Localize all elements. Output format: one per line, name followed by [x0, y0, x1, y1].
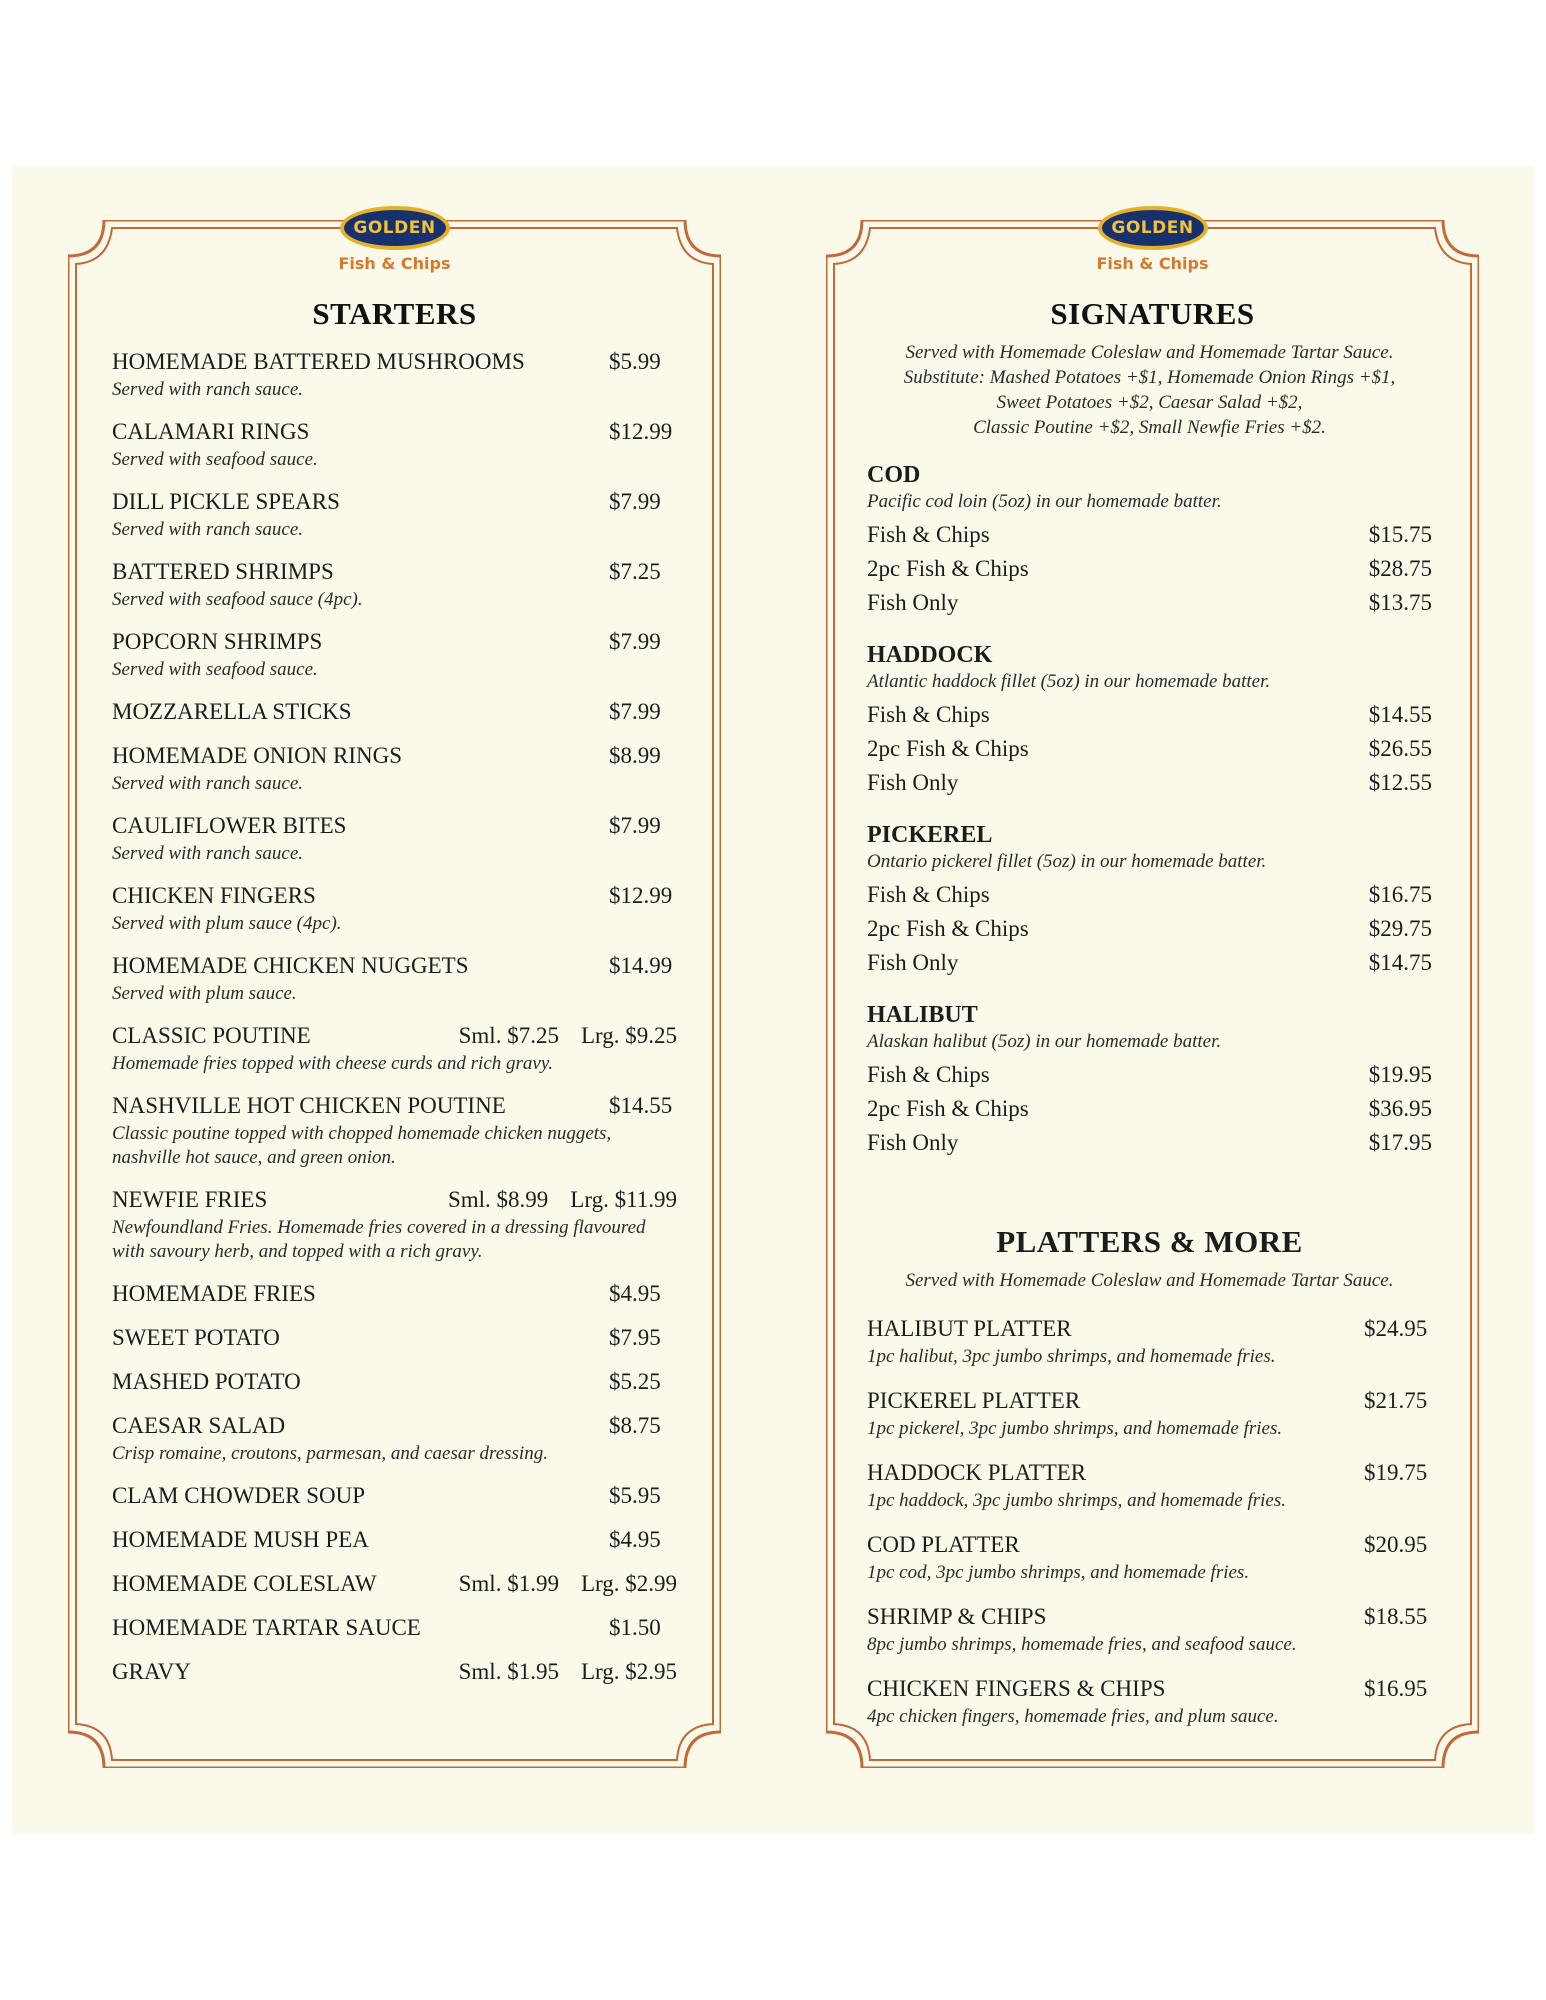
- starters-list: [112, 348, 677, 1702]
- menu-item: [112, 488, 677, 542]
- menu-item-small-price: Sml. $1.95: [458, 1659, 559, 1684]
- menu-item-name: POPCORN SHRIMPS: [112, 629, 323, 654]
- menu-item-name: HOMEMADE ONION RINGS: [112, 743, 403, 768]
- fish-option-row: [867, 586, 1432, 620]
- menu-item: [112, 882, 677, 936]
- section-title-starters: STARTERS: [312, 296, 477, 331]
- menu-item: [112, 1658, 677, 1686]
- menu-item: [112, 1324, 677, 1352]
- fish-section: [867, 460, 1432, 620]
- menu-item-description: Served with seafood sauce (4pc).: [112, 589, 363, 610]
- fish-option-label: Fish Only: [867, 770, 959, 795]
- fish-description: Alaskan halibut (5oz) in our homemade batter.: [867, 1031, 1222, 1052]
- menu-item-price: $5.25: [609, 1369, 661, 1394]
- menu-item-row: [112, 1526, 677, 1554]
- signatures-content: [867, 340, 1432, 1747]
- menu-item-price: $7.99: [609, 813, 661, 838]
- menu-item-row: [112, 952, 677, 980]
- fish-option-price: $16.75: [1368, 882, 1432, 907]
- menu-item-name: HOMEMADE COLESLAW: [112, 1571, 377, 1596]
- platter-name: PICKEREL PLATTER: [867, 1388, 1081, 1413]
- platter-price: $19.75: [1364, 1460, 1428, 1485]
- fish-option-label: Fish & Chips: [867, 1062, 990, 1087]
- menu-item-price: $4.95: [609, 1527, 661, 1552]
- menu-item: [112, 742, 677, 796]
- logo-oval: GOLDEN: [1098, 206, 1208, 250]
- platter-item: [867, 1675, 1432, 1729]
- menu-item-name: HOMEMADE BATTERED MUSHROOMS: [112, 349, 525, 374]
- platter-description: 1pc halibut, 3pc jumbo shrimps, and homemade fries.: [867, 1346, 1276, 1367]
- platter-price: $21.75: [1364, 1388, 1428, 1413]
- starters-panel: [68, 220, 721, 1768]
- fish-option-price: $26.55: [1368, 736, 1432, 761]
- menu-item-price: $12.99: [609, 419, 673, 444]
- menu-item-name: CLASSIC POUTINE: [112, 1023, 311, 1048]
- menu-item-row: [112, 1022, 677, 1050]
- menu-item-description: Served with seafood sauce.: [112, 449, 318, 470]
- menu-item: [112, 1412, 677, 1466]
- menu-item-price: $1.50: [609, 1615, 661, 1640]
- menu-item-price: $8.75: [609, 1413, 661, 1438]
- menu-item-row: [112, 558, 677, 586]
- menu-item-description: Classic poutine topped with chopped homemade chicken nuggets, nashville hot sauce, and green onion.: [112, 1123, 612, 1168]
- platters-list: [867, 1315, 1432, 1729]
- platter-name: HALIBUT PLATTER: [867, 1316, 1072, 1341]
- intro-line: Classic Poutine +$2, Small Newfie Fries +$2.: [973, 417, 1326, 438]
- menu-item-row: [112, 1412, 677, 1440]
- fish-name: COD: [867, 462, 921, 488]
- platter-item: [867, 1315, 1432, 1369]
- menu-item-name: NASHVILLE HOT CHICKEN POUTINE: [112, 1093, 506, 1118]
- menu-sheet: [12, 166, 1534, 1834]
- platter-description: 1pc haddock, 3pc jumbo shrimps, and homemade fries.: [867, 1490, 1287, 1511]
- menu-item-small-price: Sml. $1.99: [458, 1571, 559, 1596]
- menu-item-name: HOMEMADE TARTAR SAUCE: [112, 1615, 421, 1640]
- menu-item-description: Homemade fries topped with cheese curds and rich gravy.: [112, 1053, 553, 1074]
- platter-price: $24.95: [1364, 1316, 1428, 1341]
- platter-description: 1pc pickerel, 3pc jumbo shrimps, and homemade fries.: [867, 1418, 1283, 1439]
- fish-name: HADDOCK: [867, 642, 993, 668]
- menu-item-name: BATTERED SHRIMPS: [112, 559, 334, 584]
- menu-item: [112, 628, 677, 682]
- menu-item-description: Served with plum sauce (4pc).: [112, 913, 342, 934]
- menu-item: [112, 348, 677, 402]
- menu-item-price: $7.99: [609, 489, 661, 514]
- menu-item-large-price: Lrg. $9.25: [580, 1023, 677, 1048]
- menu-item-name: CHICKEN FINGERS: [112, 883, 316, 908]
- menu-item-description: Served with ranch sauce.: [112, 379, 304, 400]
- platter-name: COD PLATTER: [867, 1532, 1020, 1557]
- fish-option-label: 2pc Fish & Chips: [867, 1096, 1029, 1121]
- fish-option-row: [867, 732, 1432, 766]
- fish-option-label: Fish & Chips: [867, 702, 990, 727]
- fish-option-label: Fish Only: [867, 590, 959, 615]
- fish-option-price: $13.75: [1368, 590, 1432, 615]
- fish-option-row: [867, 1092, 1432, 1126]
- brand-logo: [1078, 206, 1228, 273]
- fish-option-row: [867, 552, 1432, 586]
- fish-option-label: Fish & Chips: [867, 882, 990, 907]
- menu-item-row: [112, 628, 677, 656]
- menu-item: [112, 1368, 677, 1396]
- menu-item-price: $7.25: [609, 559, 661, 584]
- platter-row: [867, 1603, 1432, 1631]
- platter-row: [867, 1675, 1432, 1703]
- platter-item: [867, 1387, 1432, 1441]
- menu-item-name: HOMEMADE MUSH PEA: [112, 1527, 369, 1552]
- fish-option-row: [867, 518, 1432, 552]
- menu-item: [112, 1526, 677, 1554]
- menu-item: [112, 558, 677, 612]
- menu-item-price: $4.95: [609, 1281, 661, 1306]
- menu-item-row: [112, 742, 677, 770]
- platter-name: CHICKEN FINGERS & CHIPS: [867, 1676, 1166, 1701]
- menu-item-description: Crisp romaine, croutons, parmesan, and caesar dressing.: [112, 1443, 548, 1464]
- menu-item-small-price: Sml. $8.99: [447, 1187, 549, 1212]
- fish-description: Atlantic haddock fillet (5oz) in our homemade batter.: [867, 671, 1271, 692]
- menu-item-row: [112, 812, 677, 840]
- fish-option-price: $15.75: [1368, 522, 1432, 547]
- menu-item-description: Served with seafood sauce.: [112, 659, 318, 680]
- menu-item-name: CLAM CHOWDER SOUP: [112, 1483, 366, 1508]
- menu-item-name: MOZZARELLA STICKS: [112, 699, 352, 724]
- platter-row: [867, 1387, 1432, 1415]
- fish-option-price: $12.55: [1368, 770, 1432, 795]
- menu-item: [112, 1482, 677, 1510]
- menu-item-price: $5.95: [609, 1483, 661, 1508]
- platter-description: 1pc cod, 3pc jumbo shrimps, and homemade fries.: [867, 1562, 1250, 1583]
- menu-item: [112, 1022, 677, 1076]
- fish-option-price: $36.95: [1368, 1096, 1432, 1121]
- menu-item-name: CAULIFLOWER BITES: [112, 813, 347, 838]
- fish-option-row: [867, 912, 1432, 946]
- menu-item-description: Served with ranch sauce.: [112, 519, 304, 540]
- menu-item-description: Served with ranch sauce.: [112, 773, 304, 794]
- fish-option-price: $19.95: [1368, 1062, 1432, 1087]
- menu-item-name: CALAMARI RINGS: [112, 419, 310, 444]
- platter-description: 8pc jumbo shrimps, homemade fries, and seafood sauce.: [867, 1634, 1297, 1655]
- menu-item-name: MASHED POTATO: [112, 1369, 301, 1394]
- menu-item: [112, 952, 677, 1006]
- fish-option-price: $29.75: [1368, 916, 1432, 941]
- menu-item-name: SWEET POTATO: [112, 1325, 280, 1350]
- fish-section: [867, 1000, 1432, 1160]
- menu-item-name: HOMEMADE FRIES: [112, 1281, 316, 1306]
- fish-name: PICKEREL: [867, 822, 993, 848]
- fish-description: Pacific cod loin (5oz) in our homemade batter.: [867, 491, 1222, 512]
- menu-item-row: [112, 1658, 677, 1686]
- menu-item-row: [112, 418, 677, 446]
- menu-item-row: [112, 1482, 677, 1510]
- fish-option-label: 2pc Fish & Chips: [867, 556, 1029, 581]
- menu-item: [112, 1186, 677, 1264]
- platter-item: [867, 1459, 1432, 1513]
- menu-item-price: $8.99: [609, 743, 661, 768]
- menu-item: [112, 812, 677, 866]
- menu-item-row: [112, 1186, 677, 1214]
- menu-item-row: [112, 488, 677, 516]
- fish-option-row: [867, 946, 1432, 980]
- menu-item-row: [112, 1570, 677, 1598]
- menu-item-description: Served with ranch sauce.: [112, 843, 304, 864]
- section-title-signatures: SIGNATURES: [1050, 296, 1255, 331]
- signatures-intro: [867, 340, 1432, 440]
- platter-price: $16.95: [1364, 1676, 1428, 1701]
- menu-item-large-price: Lrg. $2.99: [580, 1571, 677, 1596]
- fish-option-label: Fish Only: [867, 950, 959, 975]
- fish-option-price: $14.75: [1368, 950, 1432, 975]
- fish-option-label: Fish & Chips: [867, 522, 990, 547]
- intro-line: Sweet Potatoes +$2, Caesar Salad +$2,: [996, 392, 1303, 413]
- menu-item: [112, 698, 677, 726]
- section-title-platters: PLATTERS & MORE: [996, 1224, 1303, 1259]
- menu-item-price: $14.55: [609, 1093, 673, 1118]
- platter-row: [867, 1531, 1432, 1559]
- intro-line: Served with Homemade Coleslaw and Homemade Tartar Sauce.: [905, 342, 1394, 363]
- fish-option-label: 2pc Fish & Chips: [867, 916, 1029, 941]
- menu-item-price: $12.99: [609, 883, 673, 908]
- logo-subtitle: Fish & Chips: [338, 254, 451, 273]
- menu-item-row: [112, 1280, 677, 1308]
- fish-option-price: $17.95: [1368, 1130, 1432, 1155]
- menu-item-large-price: Lrg. $11.99: [570, 1187, 677, 1212]
- platter-row: [867, 1459, 1432, 1487]
- menu-item: [112, 1280, 677, 1308]
- fish-description: Ontario pickerel fillet (5oz) in our homemade batter.: [867, 851, 1267, 872]
- fish-option-label: Fish Only: [867, 1130, 959, 1155]
- menu-item-row: [112, 698, 677, 726]
- platter-item: [867, 1603, 1432, 1657]
- fish-section: [867, 640, 1432, 800]
- platters-intro: Served with Homemade Coleslaw and Homemade Tartar Sauce.: [905, 1270, 1394, 1291]
- menu-item-small-price: Sml. $7.25: [458, 1023, 559, 1048]
- menu-item: [112, 1570, 677, 1598]
- menu-item-name: CAESAR SALAD: [112, 1413, 286, 1438]
- platter-item: [867, 1531, 1432, 1585]
- menu-item-price: $7.99: [609, 629, 661, 654]
- fish-option-price: $28.75: [1368, 556, 1432, 581]
- menu-item: [112, 1614, 677, 1642]
- menu-item-price: $5.99: [609, 349, 661, 374]
- menu-item-description: Newfoundland Fries. Homemade fries covered in a dressing flavoured with savoury herb, and topped with a rich gravy.: [112, 1217, 646, 1262]
- brand-logo: [320, 206, 470, 273]
- signatures-panel: [826, 220, 1479, 1768]
- fish-option-row: [867, 698, 1432, 732]
- menu-item-name: HOMEMADE CHICKEN NUGGETS: [112, 953, 469, 978]
- menu-item-price: $14.99: [609, 953, 673, 978]
- fish-option-row: [867, 878, 1432, 912]
- platter-name: SHRIMP & CHIPS: [867, 1604, 1047, 1629]
- menu-item: [112, 1092, 677, 1170]
- fish-name: HALIBUT: [867, 1002, 978, 1028]
- platter-row: [867, 1315, 1432, 1343]
- platter-description: 4pc chicken fingers, homemade fries, and plum sauce.: [867, 1706, 1279, 1727]
- menu-item-row: [112, 882, 677, 910]
- menu-item-row: [112, 1614, 677, 1642]
- menu-item-row: [112, 1092, 677, 1120]
- logo-subtitle: Fish & Chips: [1096, 254, 1209, 273]
- platter-price: $20.95: [1364, 1532, 1428, 1557]
- menu-item: [112, 418, 677, 472]
- intro-line: Substitute: Mashed Potatoes +$1, Homemade Onion Rings +$1,: [903, 367, 1396, 388]
- logo-oval: GOLDEN: [340, 206, 450, 250]
- menu-item-name: GRAVY: [112, 1659, 191, 1684]
- fish-option-row: [867, 1126, 1432, 1160]
- fish-option-row: [867, 766, 1432, 800]
- fish-option-price: $14.55: [1368, 702, 1432, 727]
- fish-option-label: 2pc Fish & Chips: [867, 736, 1029, 761]
- menu-item-row: [112, 348, 677, 376]
- fish-section: [867, 820, 1432, 980]
- menu-item-name: DILL PICKLE SPEARS: [112, 489, 340, 514]
- menu-item-name: NEWFIE FRIES: [112, 1187, 268, 1212]
- fish-list: [867, 460, 1432, 1160]
- menu-item-price: $7.95: [609, 1325, 661, 1350]
- fish-option-row: [867, 1058, 1432, 1092]
- menu-item-large-price: Lrg. $2.95: [580, 1659, 677, 1684]
- menu-item-row: [112, 1324, 677, 1352]
- menu-item-price: $7.99: [609, 699, 661, 724]
- menu-item-description: Served with plum sauce.: [112, 983, 297, 1004]
- platter-name: HADDOCK PLATTER: [867, 1460, 1087, 1485]
- platter-price: $18.55: [1364, 1604, 1428, 1629]
- menu-item-row: [112, 1368, 677, 1396]
